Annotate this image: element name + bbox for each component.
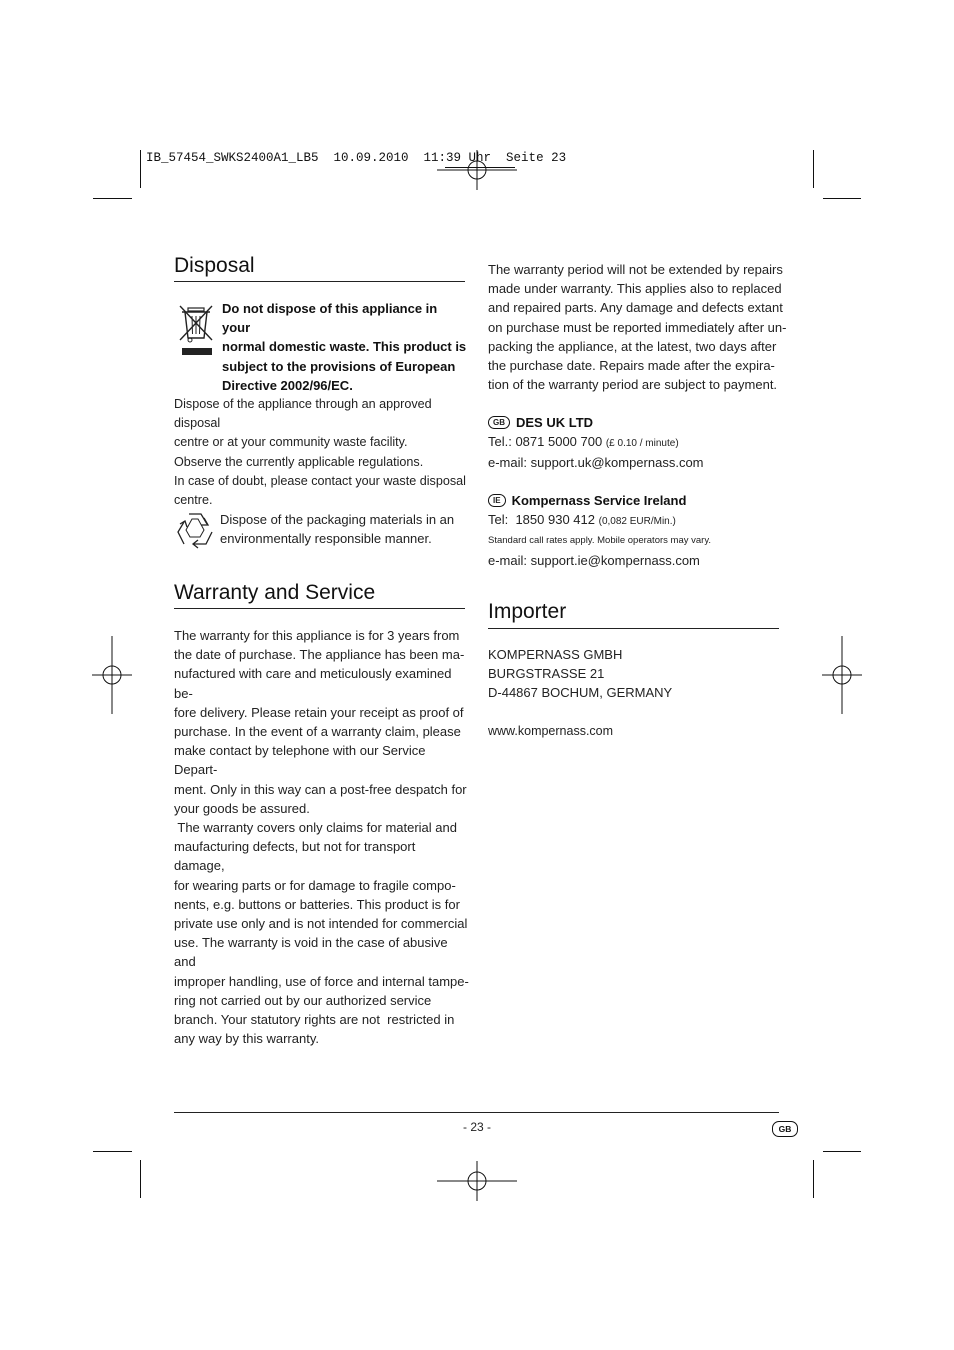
warranty-continued-line: tion of the warranty period are subject to payment. xyxy=(488,377,778,393)
crossed-bin-icon xyxy=(176,302,216,358)
uk-service-phone: Tel.: 0871 5000 700 xyxy=(488,434,603,450)
registration-mark-icon xyxy=(437,150,517,190)
warranty-continued-line: The warranty period will not be extended by repairs xyxy=(488,262,783,277)
footer-rule xyxy=(174,1112,779,1113)
warranty-line: maufacturing defects, but not for transport damage, xyxy=(174,839,416,874)
warranty-continued-line: and repaired parts. Any damage and defects extant xyxy=(488,300,783,316)
warranty-continued-line: made under warranty. This applies also to replaced xyxy=(488,281,782,297)
importer-address xyxy=(488,645,788,703)
uk-service-block xyxy=(488,413,788,473)
ie-service-note: Standard call rates apply. Mobile operators may vary. xyxy=(488,535,711,547)
disposal-body-line: centre. xyxy=(174,493,213,508)
warranty-line: any way by this warranty. xyxy=(174,1031,319,1047)
crop-mark xyxy=(823,198,861,199)
packaging-note-line: Dispose of the packaging materials in an xyxy=(220,512,455,527)
importer-website[interactable]: www.kompernass.com xyxy=(488,724,614,738)
crop-mark xyxy=(140,150,141,188)
disposal-warning-line: normal domestic waste. This product is xyxy=(222,339,467,355)
crop-mark xyxy=(813,1160,814,1198)
crop-mark xyxy=(140,1160,141,1198)
warranty-heading: Warranty and Service xyxy=(174,581,376,604)
uk-service-rate: (£ 0.10 / minute) xyxy=(605,438,679,450)
ie-service-name: Kompernass Service Ireland xyxy=(511,493,687,508)
disposal-warning xyxy=(222,299,467,395)
importer-address-line: BURGSTRASSE 21 xyxy=(488,666,605,682)
warranty-line: ment. Only in this way can a post-free despatch for xyxy=(174,781,467,797)
disposal-body-line: Dispose of the appliance through an approved disposal xyxy=(174,397,432,431)
warranty-line: your goods be assured. xyxy=(174,800,310,816)
warranty-line: nents, e.g. buttons or batteries. This product is for xyxy=(174,896,460,912)
warranty-line: The warranty for this appliance is for 3 years from xyxy=(174,628,460,643)
importer-rule xyxy=(488,628,779,629)
recycle-icon xyxy=(174,510,216,550)
warranty-line: the date of purchase. The appliance has been ma- xyxy=(174,647,465,663)
warranty-line: improper handling, use of force and internal tampe- xyxy=(174,973,469,989)
ie-flag-badge: IE xyxy=(488,494,506,507)
warranty-line: private use only and is not intended for commercial xyxy=(174,916,468,932)
importer-heading: Importer xyxy=(488,600,567,623)
disposal-warning-line: Directive 2002/96/EC. xyxy=(222,377,353,393)
crop-mark xyxy=(93,198,132,199)
warranty-continued-line: the purchase date. Repairs made after the expira- xyxy=(488,358,775,374)
ie-service-block xyxy=(488,491,788,570)
warranty-continued xyxy=(488,260,788,394)
warranty-line: ring not carried out by our authorized service xyxy=(174,992,432,1008)
disposal-body-line: centre or at your community waste facility. xyxy=(174,435,408,450)
registration-mark-icon xyxy=(92,636,132,714)
packaging-note-line: environmentally responsible manner. xyxy=(220,531,432,547)
disposal-warning-line: subject to the provisions of European xyxy=(222,358,456,374)
warranty-line: fore delivery. Please retain your receipt as proof of xyxy=(174,704,464,720)
disposal-heading: Disposal xyxy=(174,254,255,277)
registration-mark-icon xyxy=(822,636,862,714)
page-number: - 23 - xyxy=(462,1120,491,1134)
crop-mark xyxy=(93,1151,132,1152)
warranty-line: for wearing parts or for damage to fragile compo- xyxy=(174,877,456,893)
gb-flag-badge: GB xyxy=(488,416,510,429)
warranty-continued-line: on purchase must be reported immediately after un- xyxy=(488,319,787,335)
uk-service-name: DES UK LTD xyxy=(516,415,594,430)
printer-slug: IB_57454_SWKS2400A1_LB5 10.09.2010 11:39 Uhr Seite 23 xyxy=(146,151,567,165)
warranty-rule xyxy=(174,608,465,609)
warranty-body xyxy=(174,626,469,1048)
importer-address-line: D-44867 BOCHUM, GERMANY xyxy=(488,685,673,701)
disposal-body xyxy=(174,395,469,510)
crop-mark xyxy=(823,1151,861,1152)
ie-service-rate: (0,082 EUR/Min.) xyxy=(598,516,676,528)
ie-service-phone: Tel: 1850 930 412 xyxy=(488,512,595,528)
disposal-rule xyxy=(174,281,465,282)
language-badge: GB xyxy=(772,1121,798,1137)
ie-service-email[interactable]: e-mail: support.ie@kompernass.com xyxy=(488,552,700,568)
warranty-continued-line: packing the appliance, at the latest, two days after xyxy=(488,338,777,354)
disposal-body-line: In case of doubt, please contact your waste disposal xyxy=(174,473,466,488)
warranty-line: branch. Your statutory rights are not restricted in xyxy=(174,1012,455,1028)
disposal-body-line: Observe the currently applicable regulations. xyxy=(174,454,424,469)
warranty-line: nufactured with care and meticulously examined be- xyxy=(174,666,452,701)
importer-address-line: KOMPERNASS GMBH xyxy=(488,647,623,662)
registration-mark-icon xyxy=(437,1161,517,1201)
warranty-line: The warranty covers only claims for material and xyxy=(174,820,457,836)
packaging-note xyxy=(220,510,470,548)
disposal-warning-line: Do not dispose of this appliance in your xyxy=(222,301,438,336)
warranty-line: make contact by telephone with our Service Depart- xyxy=(174,743,426,778)
warranty-line: purchase. In the event of a warranty claim, please xyxy=(174,724,461,740)
crop-mark xyxy=(813,150,814,188)
warranty-line: use. The warranty is void in the case of abusive and xyxy=(174,935,448,970)
uk-service-email[interactable]: e-mail: support.uk@kompernass.com xyxy=(488,455,704,471)
